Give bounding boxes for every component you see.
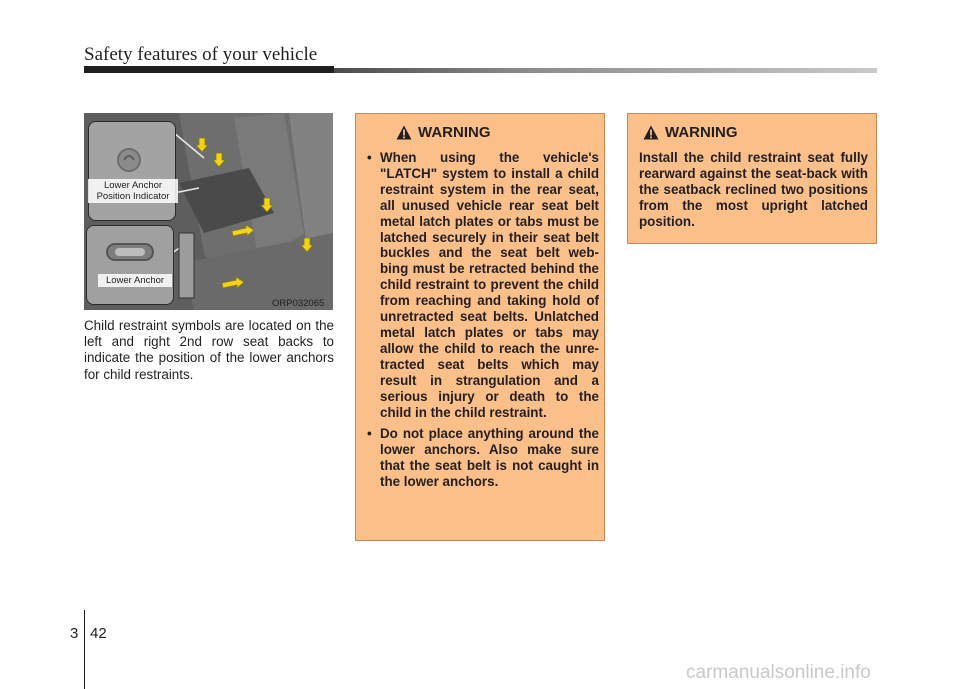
warning-triangle-icon (643, 125, 659, 140)
warning-heading (643, 124, 738, 141)
seat-anchor-figure (84, 113, 333, 310)
warning-item (367, 426, 599, 490)
watermark: carmanualsonline.info (686, 662, 871, 683)
warning-item-text: When using the vehicle's "LATCH" system to install a child restraint system in the rear seat, all unused vehicle rear seat belt metal latch plates or tabs must be latched securely in their seat belt buckles and the seat belt web-bing must be retracted behind the child restraint to prevent the child from reaching and taking hold of unretracted seat belts. Unlatched metal latch plates or tabs may allow the child to reach the unre-tracted seat belts which may result in strangulation and a serious injury or death to the child in the child restraint. (380, 150, 599, 420)
warning-title: WARNING (418, 124, 491, 141)
chapter-number: 3 (70, 625, 79, 642)
warning-list (367, 150, 599, 496)
anchor-inset (86, 225, 174, 305)
figure-caption: Child restraint symbols are located on the left and right 2nd row seat backs to indicate the position of the lower anchors for child restraints. (84, 318, 334, 382)
header-bar-accent (84, 66, 334, 73)
warning-box-recline (627, 113, 877, 244)
header-title: Safety features of your vehicle (84, 44, 318, 65)
page-number: 42 (90, 625, 107, 642)
footer-divider (84, 610, 85, 689)
warning-item-text: Do not place anything around the lower anchors. Also make sure that the seat belt is not caught in the lower anchors. (380, 426, 599, 490)
figure-code: ORP032065 (272, 298, 325, 309)
warning-text: Install the child restraint seat fully rearward against the seat-back with the seatback reclined two positions from the most upright latched position. (639, 150, 868, 229)
warning-triangle-icon (396, 125, 412, 140)
callout-lower-anchor: Lower Anchor (98, 274, 172, 287)
warning-heading (396, 124, 491, 141)
bullet: • (367, 426, 372, 442)
bullet: • (367, 150, 372, 165)
warning-item (367, 150, 599, 420)
warning-title: WARNING (665, 124, 738, 141)
indicator-inset (88, 121, 176, 221)
callout-position-indicator: Lower Anchor Position Indicator (88, 179, 178, 203)
warning-box-latch (355, 113, 605, 541)
